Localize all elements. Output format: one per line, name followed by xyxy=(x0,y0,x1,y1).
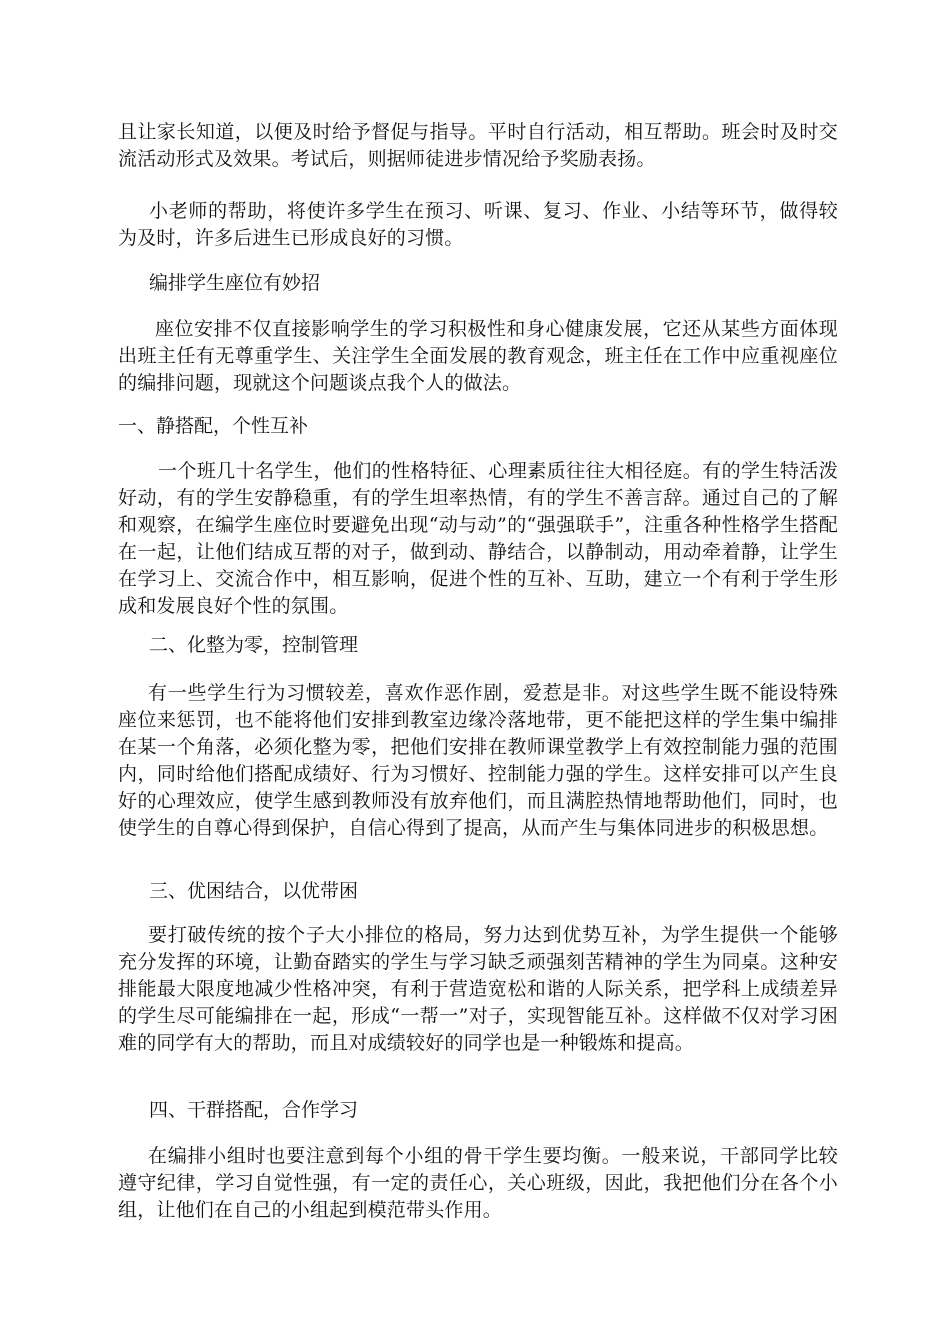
paragraph-7: 在编排小组时也要注意到每个小组的骨干学生要均衡。一般来说，干部同学比较遵守纪律，学习自觉性强，有一定的责任心，关心班级，因此，我把他们分在各个小组，让他们在自己的小组起到模范带头作用。 xyxy=(118,1145,838,1221)
article-title: 编排学生座位有妙招 xyxy=(149,272,321,294)
section-heading-3: 三、优困结合，以优带困 xyxy=(149,880,359,902)
paragraph-3: 座位安排不仅直接影响学生的学习积极性和身心健康发展，它还从某些方面体现出班主任有无尊重学生、关注学生全面发展的教育观念，班主任在工作中应重视座位的编排问题，现就这个问题谈点我个人的做法。 xyxy=(118,318,838,394)
section-heading-4: 四、干群搭配，合作学习 xyxy=(149,1099,359,1121)
paragraph-4: 一个班几十名学生，他们的性格特征、心理素质往往大相径庭。有的学生特活泼好动，有的学生安静稳重，有的学生坦率热情，有的学生不善言辞。通过自己的了解和观察，在编学生座位时要避免出现“动与动”的“强强联手”，注重各种性格学生搭配在一起，让他们结成互帮的对子，做到动、静结合，以静制动，用动牵着静，让学生在学习上、交流合作中，相互影响，促进个性的互补、互助，建立一个有利于学生形成和发展良好个性的氛围。 xyxy=(118,460,838,617)
paragraph-1: 且让家长知道，以便及时给予督促与指导。平时自行活动，相互帮助。班会时及时交流活动形式及效果。考试后，则据师徒进步情况给予奖励表扬。 xyxy=(118,121,838,170)
section-heading-2: 二、化整为零，控制管理 xyxy=(149,634,359,656)
section-heading-1: 一、静搭配，个性互补 xyxy=(118,415,309,437)
paragraph-2: 小老师的帮助，将使许多学生在预习、听课、复习、作业、小结等环节，做得较为及时，许多后进生已形成良好的习惯。 xyxy=(118,200,838,249)
paragraph-6: 要打破传统的按个子大小排位的格局，努力达到优势互补，为学生提供一个能够充分发挥的环境，让勤奋踏实的学生与学习缺乏顽强刻苦精神的学生为同桌。这种安排能最大限度地减少性格冲突，有利于营造宽松和谐的人际关系，把学科上成绩差异的学生尽可能编排在一起，形成“一帮一”对子，实现智能互补。这样做不仅对学习困难的同学有大的帮助，而且对成绩较好的同学也是一种锻炼和提高。 xyxy=(118,924,838,1054)
paragraph-5: 有一些学生行为习惯较差，喜欢作恶作剧，爱惹是非。对这些学生既不能设特殊座位来惩罚，也不能将他们安排到教室边缘冷落地带，更不能把这样的学生集中编排在某一个角落，必须化整为零，把他们安排在教师课堂教学上有效控制能力强的范围内，同时给他们搭配成绩好、行为习惯好、控制能力强的学生。这样安排可以产生良好的心理效应，使学生感到教师没有放弃他们，而且满腔热情地帮助他们，同时，也使学生的自尊心得到保护，自信心得到了提高，从而产生与集体同进步的积极思想。 xyxy=(118,682,838,839)
